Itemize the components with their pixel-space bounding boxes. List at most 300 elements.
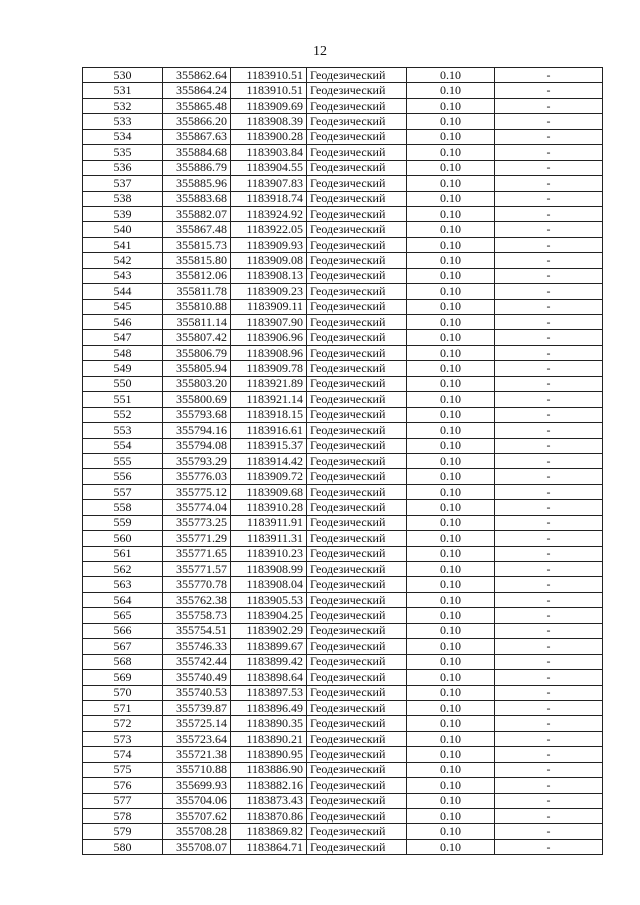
point-number-cell: 568 <box>83 654 163 669</box>
method-cell: Геодезический <box>307 237 407 252</box>
description-cell: - <box>495 685 603 700</box>
table-row <box>83 546 603 561</box>
description-cell: - <box>495 500 603 515</box>
method-cell: Геодезический <box>307 361 407 376</box>
x-coordinate-cell: 355708.28 <box>163 824 231 839</box>
method-cell: Геодезический <box>307 253 407 268</box>
description-cell: - <box>495 654 603 669</box>
accuracy-cell: 0.10 <box>407 145 495 160</box>
method-cell: Геодезический <box>307 670 407 685</box>
x-coordinate-cell: 355721.38 <box>163 747 231 762</box>
point-number-cell: 558 <box>83 500 163 515</box>
table-row <box>83 469 603 484</box>
accuracy-cell: 0.10 <box>407 83 495 98</box>
coordinates-table-body <box>83 68 603 855</box>
accuracy-cell: 0.10 <box>407 562 495 577</box>
description-cell: - <box>495 145 603 160</box>
method-cell: Геодезический <box>307 268 407 283</box>
accuracy-cell: 0.10 <box>407 731 495 746</box>
x-coordinate-cell: 355775.12 <box>163 484 231 499</box>
accuracy-cell: 0.10 <box>407 129 495 144</box>
y-coordinate-cell: 1183904.55 <box>231 160 307 175</box>
description-cell: - <box>495 330 603 345</box>
x-coordinate-cell: 355811.78 <box>163 284 231 299</box>
description-cell: - <box>495 731 603 746</box>
table-row <box>83 299 603 314</box>
point-number-cell: 541 <box>83 237 163 252</box>
y-coordinate-cell: 1183903.84 <box>231 145 307 160</box>
point-number-cell: 567 <box>83 639 163 654</box>
accuracy-cell: 0.10 <box>407 577 495 592</box>
table-row <box>83 700 603 715</box>
table-row <box>83 839 603 854</box>
description-cell: - <box>495 778 603 793</box>
point-number-cell: 535 <box>83 145 163 160</box>
accuracy-cell: 0.10 <box>407 453 495 468</box>
y-coordinate-cell: 1183908.13 <box>231 268 307 283</box>
method-cell: Геодезический <box>307 176 407 191</box>
description-cell: - <box>495 639 603 654</box>
accuracy-cell: 0.10 <box>407 315 495 330</box>
x-coordinate-cell: 355771.65 <box>163 546 231 561</box>
y-coordinate-cell: 1183890.35 <box>231 716 307 731</box>
point-number-cell: 546 <box>83 315 163 330</box>
point-number-cell: 552 <box>83 407 163 422</box>
accuracy-cell: 0.10 <box>407 176 495 191</box>
table-row <box>83 315 603 330</box>
accuracy-cell: 0.10 <box>407 685 495 700</box>
description-cell: - <box>495 361 603 376</box>
point-number-cell: 554 <box>83 438 163 453</box>
method-cell: Геодезический <box>307 114 407 129</box>
y-coordinate-cell: 1183918.15 <box>231 407 307 422</box>
x-coordinate-cell: 355865.48 <box>163 98 231 113</box>
method-cell: Геодезический <box>307 407 407 422</box>
x-coordinate-cell: 355794.08 <box>163 438 231 453</box>
method-cell: Геодезический <box>307 284 407 299</box>
method-cell: Геодезический <box>307 98 407 113</box>
x-coordinate-cell: 355707.62 <box>163 809 231 824</box>
table-row <box>83 237 603 252</box>
table-row <box>83 268 603 283</box>
x-coordinate-cell: 355807.42 <box>163 330 231 345</box>
method-cell: Геодезический <box>307 762 407 777</box>
x-coordinate-cell: 355774.04 <box>163 500 231 515</box>
method-cell: Геодезический <box>307 809 407 824</box>
table-row <box>83 685 603 700</box>
table-row <box>83 392 603 407</box>
description-cell: - <box>495 453 603 468</box>
method-cell: Геодезический <box>307 484 407 499</box>
x-coordinate-cell: 355815.80 <box>163 253 231 268</box>
accuracy-cell: 0.10 <box>407 98 495 113</box>
point-number-cell: 580 <box>83 839 163 854</box>
point-number-cell: 545 <box>83 299 163 314</box>
table-row <box>83 577 603 592</box>
description-cell: - <box>495 438 603 453</box>
description-cell: - <box>495 83 603 98</box>
table-row <box>83 731 603 746</box>
y-coordinate-cell: 1183911.91 <box>231 515 307 530</box>
x-coordinate-cell: 355815.73 <box>163 237 231 252</box>
y-coordinate-cell: 1183911.31 <box>231 531 307 546</box>
y-coordinate-cell: 1183870.86 <box>231 809 307 824</box>
x-coordinate-cell: 355773.25 <box>163 515 231 530</box>
description-cell: - <box>495 284 603 299</box>
accuracy-cell: 0.10 <box>407 824 495 839</box>
method-cell: Геодезический <box>307 731 407 746</box>
point-number-cell: 551 <box>83 392 163 407</box>
x-coordinate-cell: 355770.78 <box>163 577 231 592</box>
description-cell: - <box>495 253 603 268</box>
y-coordinate-cell: 1183916.61 <box>231 423 307 438</box>
method-cell: Геодезический <box>307 623 407 638</box>
point-number-cell: 530 <box>83 68 163 83</box>
y-coordinate-cell: 1183909.11 <box>231 299 307 314</box>
table-row <box>83 500 603 515</box>
point-number-cell: 571 <box>83 700 163 715</box>
description-cell: - <box>495 160 603 175</box>
description-cell: - <box>495 670 603 685</box>
point-number-cell: 534 <box>83 129 163 144</box>
point-number-cell: 569 <box>83 670 163 685</box>
x-coordinate-cell: 355758.73 <box>163 608 231 623</box>
description-cell: - <box>495 68 603 83</box>
method-cell: Геодезический <box>307 315 407 330</box>
x-coordinate-cell: 355811.14 <box>163 315 231 330</box>
table-row <box>83 114 603 129</box>
accuracy-cell: 0.10 <box>407 623 495 638</box>
y-coordinate-cell: 1183898.64 <box>231 670 307 685</box>
table-row <box>83 68 603 83</box>
description-cell: - <box>495 392 603 407</box>
y-coordinate-cell: 1183910.28 <box>231 500 307 515</box>
accuracy-cell: 0.10 <box>407 160 495 175</box>
x-coordinate-cell: 355806.79 <box>163 345 231 360</box>
x-coordinate-cell: 355739.87 <box>163 700 231 715</box>
y-coordinate-cell: 1183896.49 <box>231 700 307 715</box>
accuracy-cell: 0.10 <box>407 531 495 546</box>
method-cell: Геодезический <box>307 515 407 530</box>
accuracy-cell: 0.10 <box>407 438 495 453</box>
table-row <box>83 284 603 299</box>
point-number-cell: 561 <box>83 546 163 561</box>
table-row <box>83 670 603 685</box>
accuracy-cell: 0.10 <box>407 484 495 499</box>
method-cell: Геодезический <box>307 191 407 206</box>
accuracy-cell: 0.10 <box>407 747 495 762</box>
accuracy-cell: 0.10 <box>407 268 495 283</box>
table-row <box>83 438 603 453</box>
point-number-cell: 556 <box>83 469 163 484</box>
description-cell: - <box>495 222 603 237</box>
y-coordinate-cell: 1183924.92 <box>231 206 307 221</box>
description-cell: - <box>495 345 603 360</box>
x-coordinate-cell: 355746.33 <box>163 639 231 654</box>
y-coordinate-cell: 1183914.42 <box>231 453 307 468</box>
table-row <box>83 793 603 808</box>
y-coordinate-cell: 1183909.72 <box>231 469 307 484</box>
accuracy-cell: 0.10 <box>407 330 495 345</box>
method-cell: Геодезический <box>307 778 407 793</box>
table-row <box>83 654 603 669</box>
y-coordinate-cell: 1183909.23 <box>231 284 307 299</box>
description-cell: - <box>495 762 603 777</box>
point-number-cell: 570 <box>83 685 163 700</box>
y-coordinate-cell: 1183864.71 <box>231 839 307 854</box>
point-number-cell: 562 <box>83 562 163 577</box>
y-coordinate-cell: 1183905.53 <box>231 592 307 607</box>
y-coordinate-cell: 1183918.74 <box>231 191 307 206</box>
accuracy-cell: 0.10 <box>407 114 495 129</box>
table-row <box>83 484 603 499</box>
point-number-cell: 542 <box>83 253 163 268</box>
table-row <box>83 160 603 175</box>
x-coordinate-cell: 355862.64 <box>163 68 231 83</box>
description-cell: - <box>495 839 603 854</box>
point-number-cell: 566 <box>83 623 163 638</box>
accuracy-cell: 0.10 <box>407 407 495 422</box>
table-row <box>83 716 603 731</box>
point-number-cell: 560 <box>83 531 163 546</box>
x-coordinate-cell: 355810.88 <box>163 299 231 314</box>
x-coordinate-cell: 355793.29 <box>163 453 231 468</box>
method-cell: Геодезический <box>307 793 407 808</box>
x-coordinate-cell: 355864.24 <box>163 83 231 98</box>
x-coordinate-cell: 355886.79 <box>163 160 231 175</box>
method-cell: Геодезический <box>307 500 407 515</box>
y-coordinate-cell: 1183908.39 <box>231 114 307 129</box>
point-number-cell: 533 <box>83 114 163 129</box>
accuracy-cell: 0.10 <box>407 469 495 484</box>
method-cell: Геодезический <box>307 392 407 407</box>
method-cell: Геодезический <box>307 206 407 221</box>
accuracy-cell: 0.10 <box>407 700 495 715</box>
accuracy-cell: 0.10 <box>407 237 495 252</box>
accuracy-cell: 0.10 <box>407 546 495 561</box>
y-coordinate-cell: 1183909.78 <box>231 361 307 376</box>
x-coordinate-cell: 355883.68 <box>163 191 231 206</box>
description-cell: - <box>495 747 603 762</box>
point-number-cell: 579 <box>83 824 163 839</box>
x-coordinate-cell: 355710.88 <box>163 762 231 777</box>
accuracy-cell: 0.10 <box>407 345 495 360</box>
coordinates-table <box>82 67 603 855</box>
table-row <box>83 129 603 144</box>
method-cell: Геодезический <box>307 438 407 453</box>
method-cell: Геодезический <box>307 299 407 314</box>
table-row <box>83 176 603 191</box>
x-coordinate-cell: 355800.69 <box>163 392 231 407</box>
method-cell: Геодезический <box>307 654 407 669</box>
table-row <box>83 222 603 237</box>
point-number-cell: 555 <box>83 453 163 468</box>
accuracy-cell: 0.10 <box>407 839 495 854</box>
point-number-cell: 559 <box>83 515 163 530</box>
description-cell: - <box>495 531 603 546</box>
point-number-cell: 547 <box>83 330 163 345</box>
x-coordinate-cell: 355740.53 <box>163 685 231 700</box>
y-coordinate-cell: 1183907.90 <box>231 315 307 330</box>
x-coordinate-cell: 355867.63 <box>163 129 231 144</box>
accuracy-cell: 0.10 <box>407 206 495 221</box>
description-cell: - <box>495 407 603 422</box>
method-cell: Геодезический <box>307 685 407 700</box>
description-cell: - <box>495 824 603 839</box>
x-coordinate-cell: 355794.16 <box>163 423 231 438</box>
y-coordinate-cell: 1183908.96 <box>231 345 307 360</box>
accuracy-cell: 0.10 <box>407 592 495 607</box>
method-cell: Геодезический <box>307 747 407 762</box>
description-cell: - <box>495 237 603 252</box>
accuracy-cell: 0.10 <box>407 68 495 83</box>
point-number-cell: 564 <box>83 592 163 607</box>
point-number-cell: 550 <box>83 376 163 391</box>
y-coordinate-cell: 1183908.04 <box>231 577 307 592</box>
x-coordinate-cell: 355867.48 <box>163 222 231 237</box>
accuracy-cell: 0.10 <box>407 778 495 793</box>
point-number-cell: 532 <box>83 98 163 113</box>
x-coordinate-cell: 355708.07 <box>163 839 231 854</box>
description-cell: - <box>495 716 603 731</box>
method-cell: Геодезический <box>307 577 407 592</box>
point-number-cell: 578 <box>83 809 163 824</box>
table-row <box>83 531 603 546</box>
point-number-cell: 536 <box>83 160 163 175</box>
table-row <box>83 778 603 793</box>
accuracy-cell: 0.10 <box>407 253 495 268</box>
point-number-cell: 531 <box>83 83 163 98</box>
method-cell: Геодезический <box>307 700 407 715</box>
method-cell: Геодезический <box>307 68 407 83</box>
description-cell: - <box>495 577 603 592</box>
description-cell: - <box>495 562 603 577</box>
method-cell: Геодезический <box>307 160 407 175</box>
table-row <box>83 623 603 638</box>
table-row <box>83 407 603 422</box>
y-coordinate-cell: 1183921.14 <box>231 392 307 407</box>
y-coordinate-cell: 1183900.28 <box>231 129 307 144</box>
y-coordinate-cell: 1183906.96 <box>231 330 307 345</box>
method-cell: Геодезический <box>307 83 407 98</box>
y-coordinate-cell: 1183897.53 <box>231 685 307 700</box>
table-row <box>83 145 603 160</box>
x-coordinate-cell: 355699.93 <box>163 778 231 793</box>
x-coordinate-cell: 355742.44 <box>163 654 231 669</box>
y-coordinate-cell: 1183908.99 <box>231 562 307 577</box>
y-coordinate-cell: 1183899.67 <box>231 639 307 654</box>
description-cell: - <box>495 623 603 638</box>
accuracy-cell: 0.10 <box>407 392 495 407</box>
table-row <box>83 83 603 98</box>
description-cell: - <box>495 700 603 715</box>
point-number-cell: 572 <box>83 716 163 731</box>
method-cell: Геодезический <box>307 330 407 345</box>
accuracy-cell: 0.10 <box>407 716 495 731</box>
point-number-cell: 544 <box>83 284 163 299</box>
point-number-cell: 549 <box>83 361 163 376</box>
table-row <box>83 747 603 762</box>
x-coordinate-cell: 355803.20 <box>163 376 231 391</box>
y-coordinate-cell: 1183904.25 <box>231 608 307 623</box>
table-row <box>83 376 603 391</box>
y-coordinate-cell: 1183902.29 <box>231 623 307 638</box>
y-coordinate-cell: 1183915.37 <box>231 438 307 453</box>
method-cell: Геодезический <box>307 716 407 731</box>
description-cell: - <box>495 608 603 623</box>
x-coordinate-cell: 355882.07 <box>163 206 231 221</box>
x-coordinate-cell: 355884.68 <box>163 145 231 160</box>
x-coordinate-cell: 355771.57 <box>163 562 231 577</box>
point-number-cell: 576 <box>83 778 163 793</box>
method-cell: Геодезический <box>307 608 407 623</box>
accuracy-cell: 0.10 <box>407 762 495 777</box>
method-cell: Геодезический <box>307 531 407 546</box>
accuracy-cell: 0.10 <box>407 809 495 824</box>
point-number-cell: 563 <box>83 577 163 592</box>
y-coordinate-cell: 1183909.93 <box>231 237 307 252</box>
table-row <box>83 639 603 654</box>
point-number-cell: 537 <box>83 176 163 191</box>
y-coordinate-cell: 1183886.90 <box>231 762 307 777</box>
table-row <box>83 423 603 438</box>
table-row <box>83 253 603 268</box>
description-cell: - <box>495 376 603 391</box>
accuracy-cell: 0.10 <box>407 284 495 299</box>
table-row <box>83 191 603 206</box>
y-coordinate-cell: 1183907.83 <box>231 176 307 191</box>
y-coordinate-cell: 1183882.16 <box>231 778 307 793</box>
accuracy-cell: 0.10 <box>407 423 495 438</box>
accuracy-cell: 0.10 <box>407 793 495 808</box>
method-cell: Геодезический <box>307 453 407 468</box>
y-coordinate-cell: 1183909.69 <box>231 98 307 113</box>
method-cell: Геодезический <box>307 469 407 484</box>
description-cell: - <box>495 268 603 283</box>
x-coordinate-cell: 355754.51 <box>163 623 231 638</box>
point-number-cell: 573 <box>83 731 163 746</box>
point-number-cell: 553 <box>83 423 163 438</box>
x-coordinate-cell: 355812.06 <box>163 268 231 283</box>
point-number-cell: 543 <box>83 268 163 283</box>
table-row <box>83 515 603 530</box>
description-cell: - <box>495 299 603 314</box>
table-row <box>83 98 603 113</box>
point-number-cell: 575 <box>83 762 163 777</box>
description-cell: - <box>495 793 603 808</box>
method-cell: Геодезический <box>307 562 407 577</box>
table-row <box>83 592 603 607</box>
y-coordinate-cell: 1183909.68 <box>231 484 307 499</box>
accuracy-cell: 0.10 <box>407 670 495 685</box>
table-row <box>83 361 603 376</box>
x-coordinate-cell: 355805.94 <box>163 361 231 376</box>
table-row <box>83 345 603 360</box>
method-cell: Геодезический <box>307 345 407 360</box>
description-cell: - <box>495 315 603 330</box>
table-row <box>83 562 603 577</box>
y-coordinate-cell: 1183922.05 <box>231 222 307 237</box>
description-cell: - <box>495 98 603 113</box>
method-cell: Геодезический <box>307 222 407 237</box>
x-coordinate-cell: 355704.06 <box>163 793 231 808</box>
description-cell: - <box>495 484 603 499</box>
description-cell: - <box>495 423 603 438</box>
point-number-cell: 548 <box>83 345 163 360</box>
y-coordinate-cell: 1183890.21 <box>231 731 307 746</box>
page-number: 12 <box>313 44 327 59</box>
point-number-cell: 565 <box>83 608 163 623</box>
